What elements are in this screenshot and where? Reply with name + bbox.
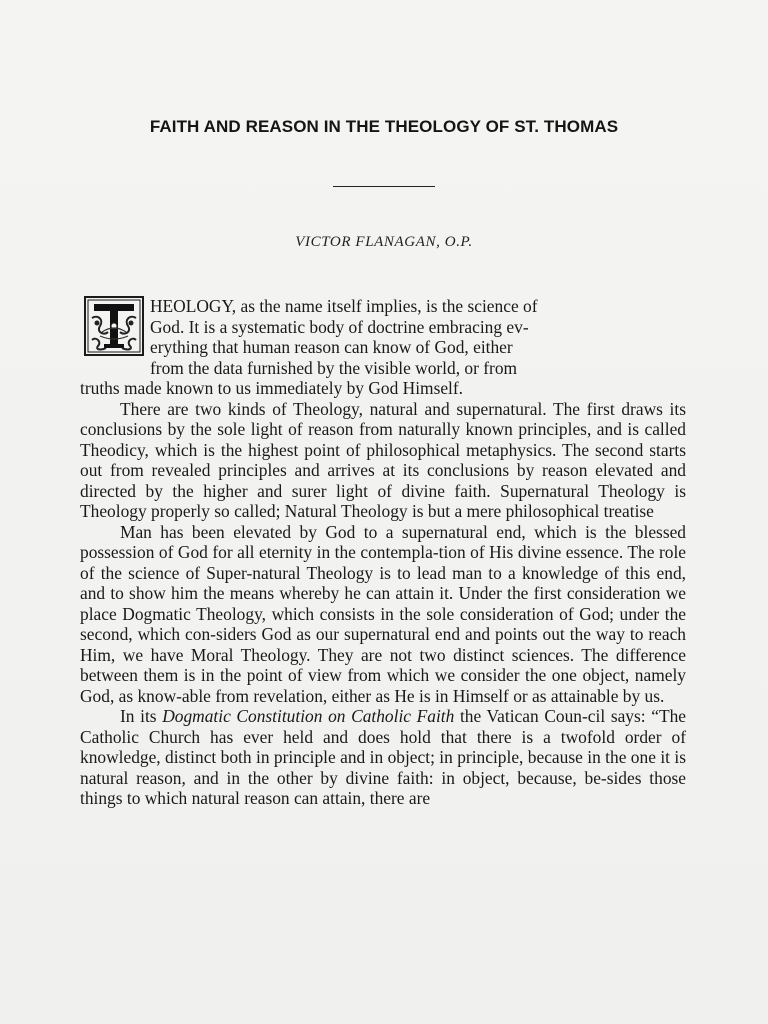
paragraph-4-lead: In its [120,706,163,726]
paragraph-1-line-4: from the data furnished by the visible world, or from [150,357,518,378]
paragraph-3: Man has been elevated by God to a supernatural end, which is the blessed possession of God for all eternity in the contempla-tion of His divine essence. The role of the science of Super-natural Theology is to lead man to a knowledge of this end, and to show him the means whereby he can attain it. Under the first consideration we place Dogmatic Theology, which consists in the sole consideration of God; under the second, which con-siders God as our supernatural end and points out the way to reach Him, we have Moral Theology. They are not two distinct sciences. The difference between them is in the point of view from which we consider the one object, namely God, as know-able from revelation, either as He is in Himself or as attainable by us. [80,521,686,706]
drop-cap-letter [84,296,144,356]
title-divider [333,186,435,187]
article-body [80,296,686,809]
paragraph-1-line-1: HEOLOGY, as the name itself implies, is the science of [150,296,538,316]
cited-work-title: Dogmatic Constitution on Catholic Faith [162,706,455,726]
paragraph-1-line-2: God. It is a systematic body of doctrine embracing ev- [150,316,529,337]
paragraph-2: There are two kinds of Theology, natural and supernatural. The first draws its conclusions by the sole light of reason from naturally known principles, and is called Theodicy, which is the highest point of philosophical metaphysics. The second starts out from revealed principles and arrives at its conclusions by reason elevated and directed by the higher and surer light of divine faith. Supernatural Theology is Theology properly so called; Natural Theology is but a mere philosophical treatise [80,398,686,521]
article-title: FAITH AND REASON IN THE THEOLOGY OF ST. THOMAS [149,117,619,136]
ornamental-drop-cap [84,296,144,356]
paragraph-4-rest: the Vatican Coun-cil says: “The Catholic Church has ever held and does hold that there is a twofold order of knowledge, distinct both in principle and in object; in principle, because in the one it is natural reason, and in the other by divine faith: in object, because, be-sides those things to which natural reason can attain, there are [80,706,686,808]
paragraph-1 [80,296,686,399]
paragraph-4 [80,706,686,809]
paragraph-1-rest: truths made known to us immediately by God Himself. [80,378,464,398]
paragraph-1-line-3: erything that human reason can know of God, either [150,337,513,357]
author-byline: VICTOR FLANAGAN, O.P. [295,234,473,250]
